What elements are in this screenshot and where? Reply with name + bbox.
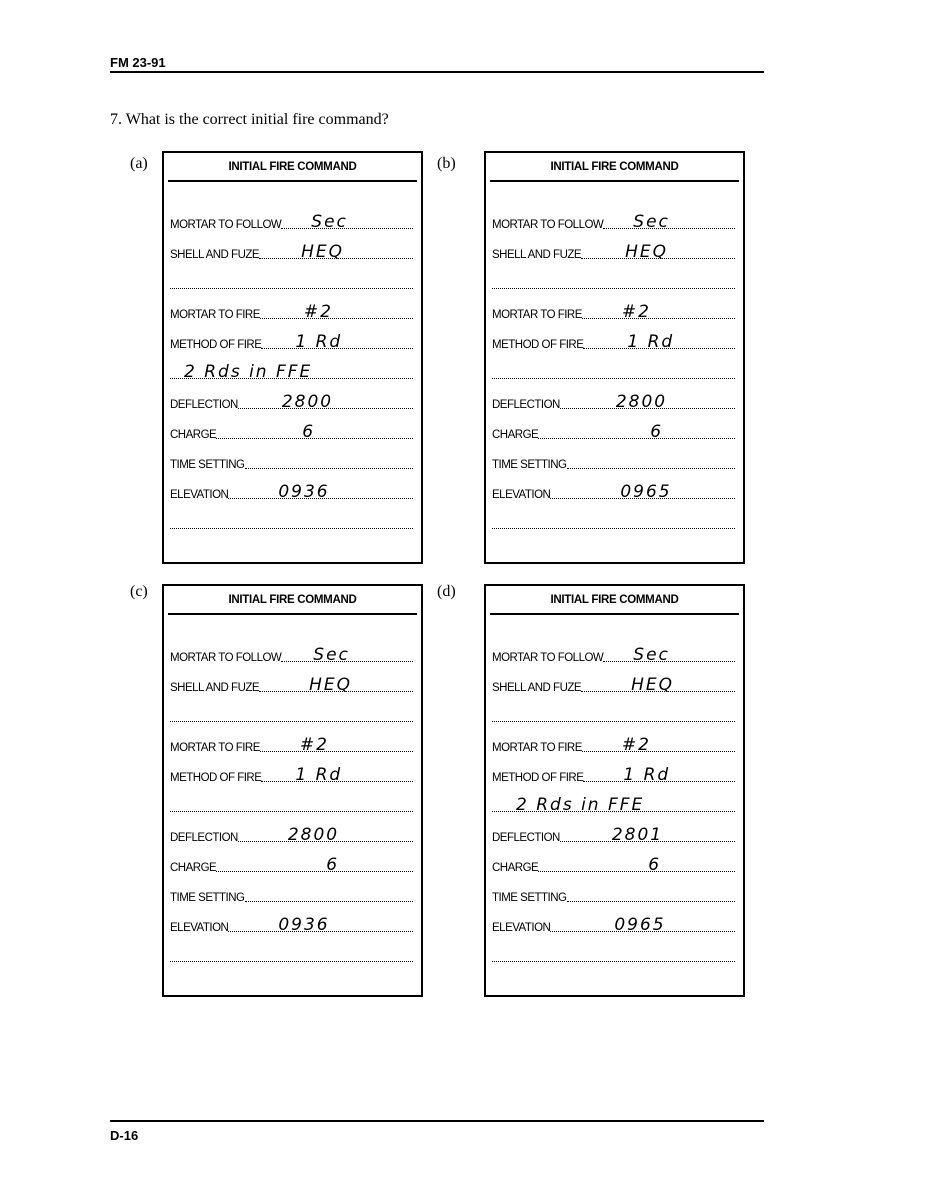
row-elevation: [170, 915, 413, 935]
mortar-to-fire-label: MORTAR TO FIRE: [492, 309, 582, 321]
row-deflection: [170, 825, 413, 845]
entry-line: [170, 799, 413, 812]
entry-line: [281, 645, 413, 665]
entry-line: [245, 456, 414, 469]
entry-line: [581, 242, 735, 262]
card-title: INITIAL FIRE COMMAND: [550, 594, 679, 606]
question-text: 7. What is the correct initial fire command?: [110, 111, 389, 128]
entry-line: [492, 795, 735, 815]
title-rule: [490, 613, 739, 615]
mortar-to-follow-label: MORTAR TO FOLLOW: [170, 652, 282, 664]
entry-line: [582, 302, 735, 322]
row-mortar-to-fire: [170, 302, 413, 322]
entry-line: [170, 516, 413, 529]
entry-line: [259, 242, 413, 262]
method-extra-value: 2 Rds in FFE: [516, 795, 645, 815]
deflection-value: 2800: [281, 392, 334, 412]
mortar-to-fire-value: #2: [303, 302, 333, 322]
row-deflection: [170, 392, 413, 412]
mortar-to-follow-value: Sec: [633, 645, 670, 665]
elevation-label: ELEVATION: [170, 489, 229, 501]
charge-value: 6: [650, 422, 664, 442]
row-method-extra: [492, 795, 735, 815]
row-charge: [492, 855, 735, 875]
entry-line: [261, 765, 413, 785]
row-blank: [170, 708, 413, 724]
row-time-setting: [492, 455, 735, 471]
entry-line: [259, 675, 413, 695]
elevation-value: 0936: [278, 482, 330, 502]
page-number: D-16: [110, 1128, 139, 1143]
entry-line: [581, 675, 735, 695]
row-deflection: [492, 825, 735, 845]
mortar-to-fire-label: MORTAR TO FIRE: [170, 742, 260, 754]
method-of-fire-value: 1 Rd: [295, 332, 343, 352]
page-header-label: FM 23-91: [110, 55, 166, 70]
row-charge: [492, 422, 735, 442]
row-mortar-to-fire: [170, 735, 413, 755]
fire-command-card-a: [162, 151, 423, 564]
entry-line: [583, 332, 735, 352]
mortar-to-follow-label: MORTAR TO FOLLOW: [492, 652, 604, 664]
mortar-to-fire-label: MORTAR TO FIRE: [492, 742, 582, 754]
title-rule: [490, 180, 739, 182]
option-a-label: (a): [130, 155, 148, 172]
entry-line: [538, 855, 735, 875]
row-elevation: [492, 482, 735, 502]
fire-command-card-d: [484, 584, 745, 997]
entry-line: [550, 915, 735, 935]
option-d-label: (d): [437, 583, 456, 600]
shell-and-fuze-label: SHELL AND FUZE: [170, 682, 260, 694]
row-method-of-fire: [170, 332, 413, 352]
entry-line: [560, 392, 735, 412]
shell-and-fuze-label: SHELL AND FUZE: [492, 682, 582, 694]
entry-line: [170, 276, 413, 289]
time-setting-label: TIME SETTING: [492, 892, 567, 904]
entry-line: [560, 825, 735, 845]
card-title: INITIAL FIRE COMMAND: [228, 594, 357, 606]
time-setting-label: TIME SETTING: [492, 459, 567, 471]
elevation-value: 0965: [620, 482, 672, 502]
method-of-fire-label: METHOD OF FIRE: [170, 339, 262, 351]
row-time-setting: [170, 455, 413, 471]
entry-line: [261, 332, 413, 352]
row-mortar-to-follow: [170, 645, 413, 665]
row-mortar-to-follow: [492, 212, 735, 232]
time-setting-label: TIME SETTING: [170, 892, 245, 904]
row-time-setting: [170, 888, 413, 904]
mortar-to-follow-label: MORTAR TO FOLLOW: [170, 219, 282, 231]
entry-line: [567, 889, 736, 902]
row-mortar-to-fire: [492, 735, 735, 755]
elevation-label: ELEVATION: [492, 922, 551, 934]
mortar-to-follow-label: MORTAR TO FOLLOW: [492, 219, 604, 231]
charge-label: CHARGE: [492, 862, 539, 874]
charge-value: 6: [302, 422, 316, 442]
row-elevation: [492, 915, 735, 935]
entry-line: [170, 362, 413, 382]
entry-line: [228, 915, 413, 935]
shell-and-fuze-value: HEQ: [309, 675, 352, 695]
row-elevation: [170, 482, 413, 502]
header-rule: [110, 71, 764, 73]
row-method-extra: [492, 365, 735, 381]
mortar-to-follow-value: Sec: [313, 645, 350, 665]
option-c-label: (c): [130, 583, 148, 600]
row-blank: [492, 275, 735, 291]
method-of-fire-value: 1 Rd: [627, 332, 675, 352]
mortar-to-fire-value: #2: [621, 302, 651, 322]
entry-line: [567, 456, 736, 469]
entry-line: [260, 302, 413, 322]
row-method-of-fire: [492, 332, 735, 352]
row-blank-bottom: [492, 515, 735, 531]
method-of-fire-label: METHOD OF FIRE: [492, 772, 584, 784]
entry-line: [238, 825, 413, 845]
shell-and-fuze-value: HEQ: [301, 242, 344, 262]
charge-value: 6: [326, 855, 340, 875]
row-method-of-fire: [170, 765, 413, 785]
elevation-label: ELEVATION: [170, 922, 229, 934]
row-method-extra: [170, 798, 413, 814]
elevation-value: 0936: [278, 915, 330, 935]
charge-label: CHARGE: [170, 429, 217, 441]
entry-line: [492, 516, 735, 529]
mortar-to-follow-value: Sec: [311, 212, 348, 232]
row-charge: [170, 422, 413, 442]
footer-rule: [110, 1120, 764, 1122]
entry-line: [603, 212, 735, 232]
entry-line: [170, 709, 413, 722]
deflection-label: DEFLECTION: [170, 399, 238, 411]
row-blank: [170, 275, 413, 291]
entry-line: [492, 276, 735, 289]
method-of-fire-label: METHOD OF FIRE: [492, 339, 584, 351]
entry-line: [582, 735, 735, 755]
entry-line: [245, 889, 414, 902]
mortar-to-fire-label: MORTAR TO FIRE: [170, 309, 260, 321]
entry-line: [492, 366, 735, 379]
mortar-to-follow-value: Sec: [633, 212, 670, 232]
charge-value: 6: [648, 855, 662, 875]
time-setting-label: TIME SETTING: [170, 459, 245, 471]
row-mortar-to-fire: [492, 302, 735, 322]
entry-line: [216, 422, 413, 442]
row-mortar-to-follow: [492, 645, 735, 665]
entry-line: [583, 765, 735, 785]
entry-line: [170, 949, 413, 962]
deflection-label: DEFLECTION: [170, 832, 238, 844]
deflection-value: 2800: [615, 392, 668, 412]
row-time-setting: [492, 888, 735, 904]
option-b-label: (b): [437, 155, 456, 172]
title-rule: [168, 613, 417, 615]
elevation-value: 0965: [614, 915, 666, 935]
deflection-label: DEFLECTION: [492, 399, 560, 411]
row-mortar-to-follow: [170, 212, 413, 232]
entry-line: [492, 709, 735, 722]
mortar-to-fire-value: #2: [299, 735, 329, 755]
fire-command-card-b: [484, 151, 745, 564]
entry-line: [550, 482, 735, 502]
row-method-extra: [170, 362, 413, 382]
row-shell-and-fuze: [492, 242, 735, 262]
shell-and-fuze-label: SHELL AND FUZE: [492, 249, 582, 261]
shell-and-fuze-value: HEQ: [625, 242, 668, 262]
shell-and-fuze-label: SHELL AND FUZE: [170, 249, 260, 261]
entry-line: [281, 212, 413, 232]
charge-label: CHARGE: [492, 429, 539, 441]
entry-line: [238, 392, 413, 412]
method-of-fire-value: 1 Rd: [295, 765, 343, 785]
deflection-value: 2800: [287, 825, 340, 845]
method-of-fire-value: 1 Rd: [623, 765, 671, 785]
row-shell-and-fuze: [170, 675, 413, 695]
card-title: INITIAL FIRE COMMAND: [228, 161, 357, 173]
row-blank: [492, 708, 735, 724]
method-of-fire-label: METHOD OF FIRE: [170, 772, 262, 784]
row-blank-bottom: [492, 948, 735, 964]
deflection-value: 2801: [611, 825, 664, 845]
elevation-label: ELEVATION: [492, 489, 551, 501]
shell-and-fuze-value: HEQ: [631, 675, 674, 695]
row-deflection: [492, 392, 735, 412]
method-extra-value: 2 Rds in FFE: [184, 362, 313, 382]
entry-line: [228, 482, 413, 502]
row-blank-bottom: [170, 515, 413, 531]
row-charge: [170, 855, 413, 875]
entry-line: [216, 855, 413, 875]
title-rule: [168, 180, 417, 182]
charge-label: CHARGE: [170, 862, 217, 874]
mortar-to-fire-value: #2: [621, 735, 651, 755]
entry-line: [603, 645, 735, 665]
entry-line: [260, 735, 413, 755]
row-blank-bottom: [170, 948, 413, 964]
fire-command-card-c: [162, 584, 423, 997]
row-method-of-fire: [492, 765, 735, 785]
card-title: INITIAL FIRE COMMAND: [550, 161, 679, 173]
entry-line: [492, 949, 735, 962]
row-shell-and-fuze: [492, 675, 735, 695]
row-shell-and-fuze: [170, 242, 413, 262]
deflection-label: DEFLECTION: [492, 832, 560, 844]
entry-line: [538, 422, 735, 442]
